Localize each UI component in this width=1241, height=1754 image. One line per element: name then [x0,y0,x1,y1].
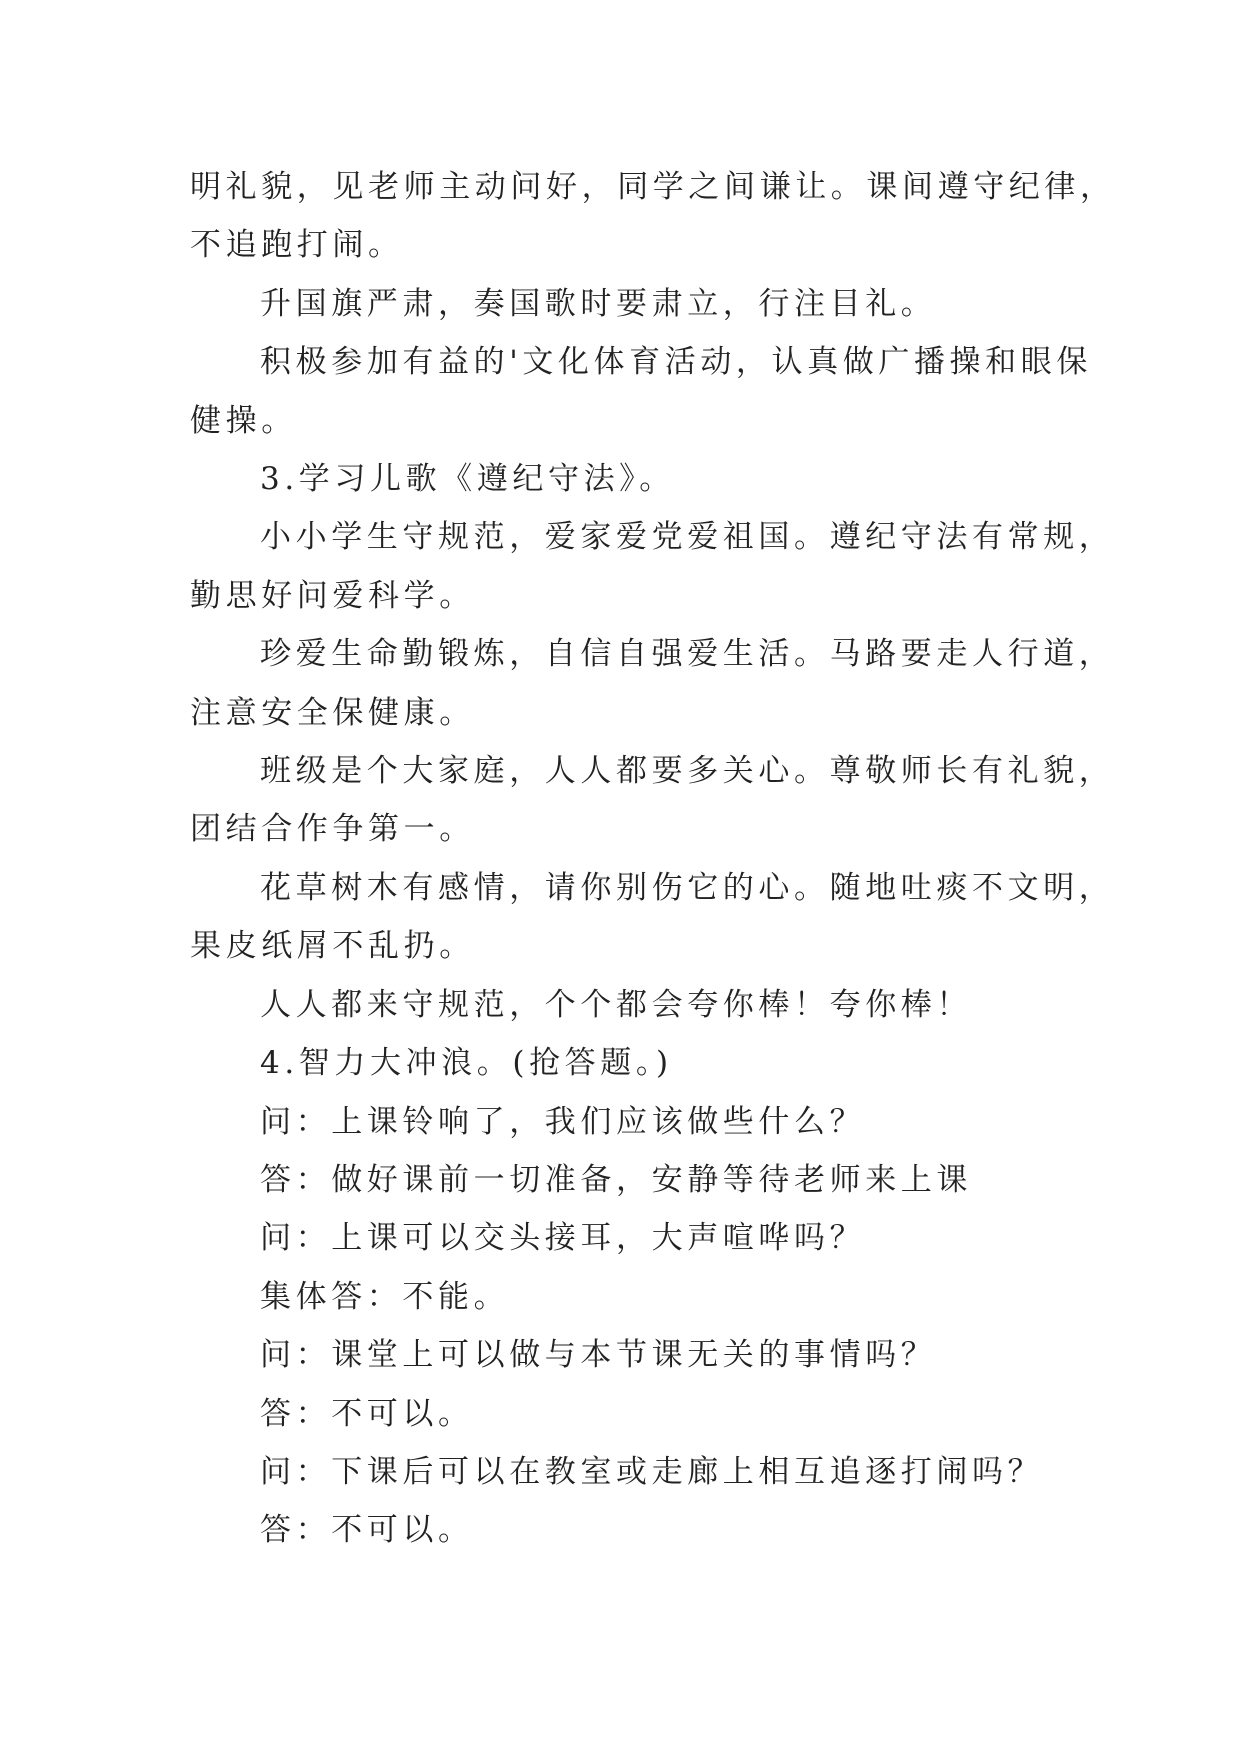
text-line: 3.学习儿歌《遵纪守法》。 [260,461,675,498]
text-line: 不追跑打闹。 [190,227,404,264]
text-line: 4.智力大冲浪。(抢答题。) [260,1045,673,1082]
text-line: 升国旗严肃，奏国歌时要肃立，行注目礼。 [260,285,937,322]
document-body [190,158,1116,1560]
text-line: 注意安全保健康。 [190,694,475,731]
question-line [190,1209,1070,1267]
text-line: 花草树木有感情，请你别伤它的心。随地吐痰不文明， [260,869,1115,906]
text-line: 小小学生守规范，爱家爱党爱祖国。遵纪守法有常规， [260,519,1115,556]
text-line: 集体答：不能。 [260,1278,510,1315]
question-line [190,1326,1070,1384]
text-line: 答：不可以。 [260,1395,474,1432]
section-heading [190,450,1070,508]
text-line: 问：上课可以交头接耳，大声喧哗吗？ [260,1220,866,1257]
text-line: 班级是个大家庭，人人都要多关心。尊敬师长有礼貌， [260,753,1115,790]
answer-line [190,1501,1070,1559]
paragraph [190,275,1070,333]
poem-stanza [190,976,1070,1034]
text-line: 问：课堂上可以做与本节课无关的事情吗？ [260,1337,937,1374]
section-heading [190,1034,1070,1092]
text-line: 积极参加有益的'文化体育活动，认真做广播操和眼保 [260,344,1092,381]
question-line [190,1093,1070,1151]
text-line: 珍爱生命勤锻炼，自信自强爱生活。马路要走人行道， [260,636,1115,673]
text-line: 健操。 [190,402,297,439]
poem-stanza [190,625,1115,742]
answer-line [190,1385,1070,1443]
paragraph [190,333,1092,450]
question-line [190,1443,1070,1501]
answer-line [190,1151,1070,1209]
paragraph [190,158,1116,275]
poem-stanza [190,742,1115,859]
text-line: 果皮纸屑不乱扔。 [190,928,475,965]
poem-stanza [190,508,1115,625]
text-line: 明礼貌，见老师主动问好，同学之间谦让。课间遵守纪律， [190,169,1116,205]
text-line: 答：做好课前一切准备，安静等待老师来上课 [260,1161,972,1198]
text-line: 答：不可以。 [260,1512,474,1549]
text-line: 人人都来守规范，个个都会夸你棒！夸你棒！ [260,986,972,1023]
answer-line [190,1268,1070,1326]
poem-stanza [190,859,1115,976]
text-line: 问：上课铃响了，我们应该做些什么？ [260,1103,866,1140]
text-line: 问：下课后可以在教室或走廊上相互追逐打闹吗？ [260,1453,1044,1490]
text-line: 团结合作争第一。 [190,811,475,848]
text-line: 勤思好问爱科学。 [190,577,475,614]
